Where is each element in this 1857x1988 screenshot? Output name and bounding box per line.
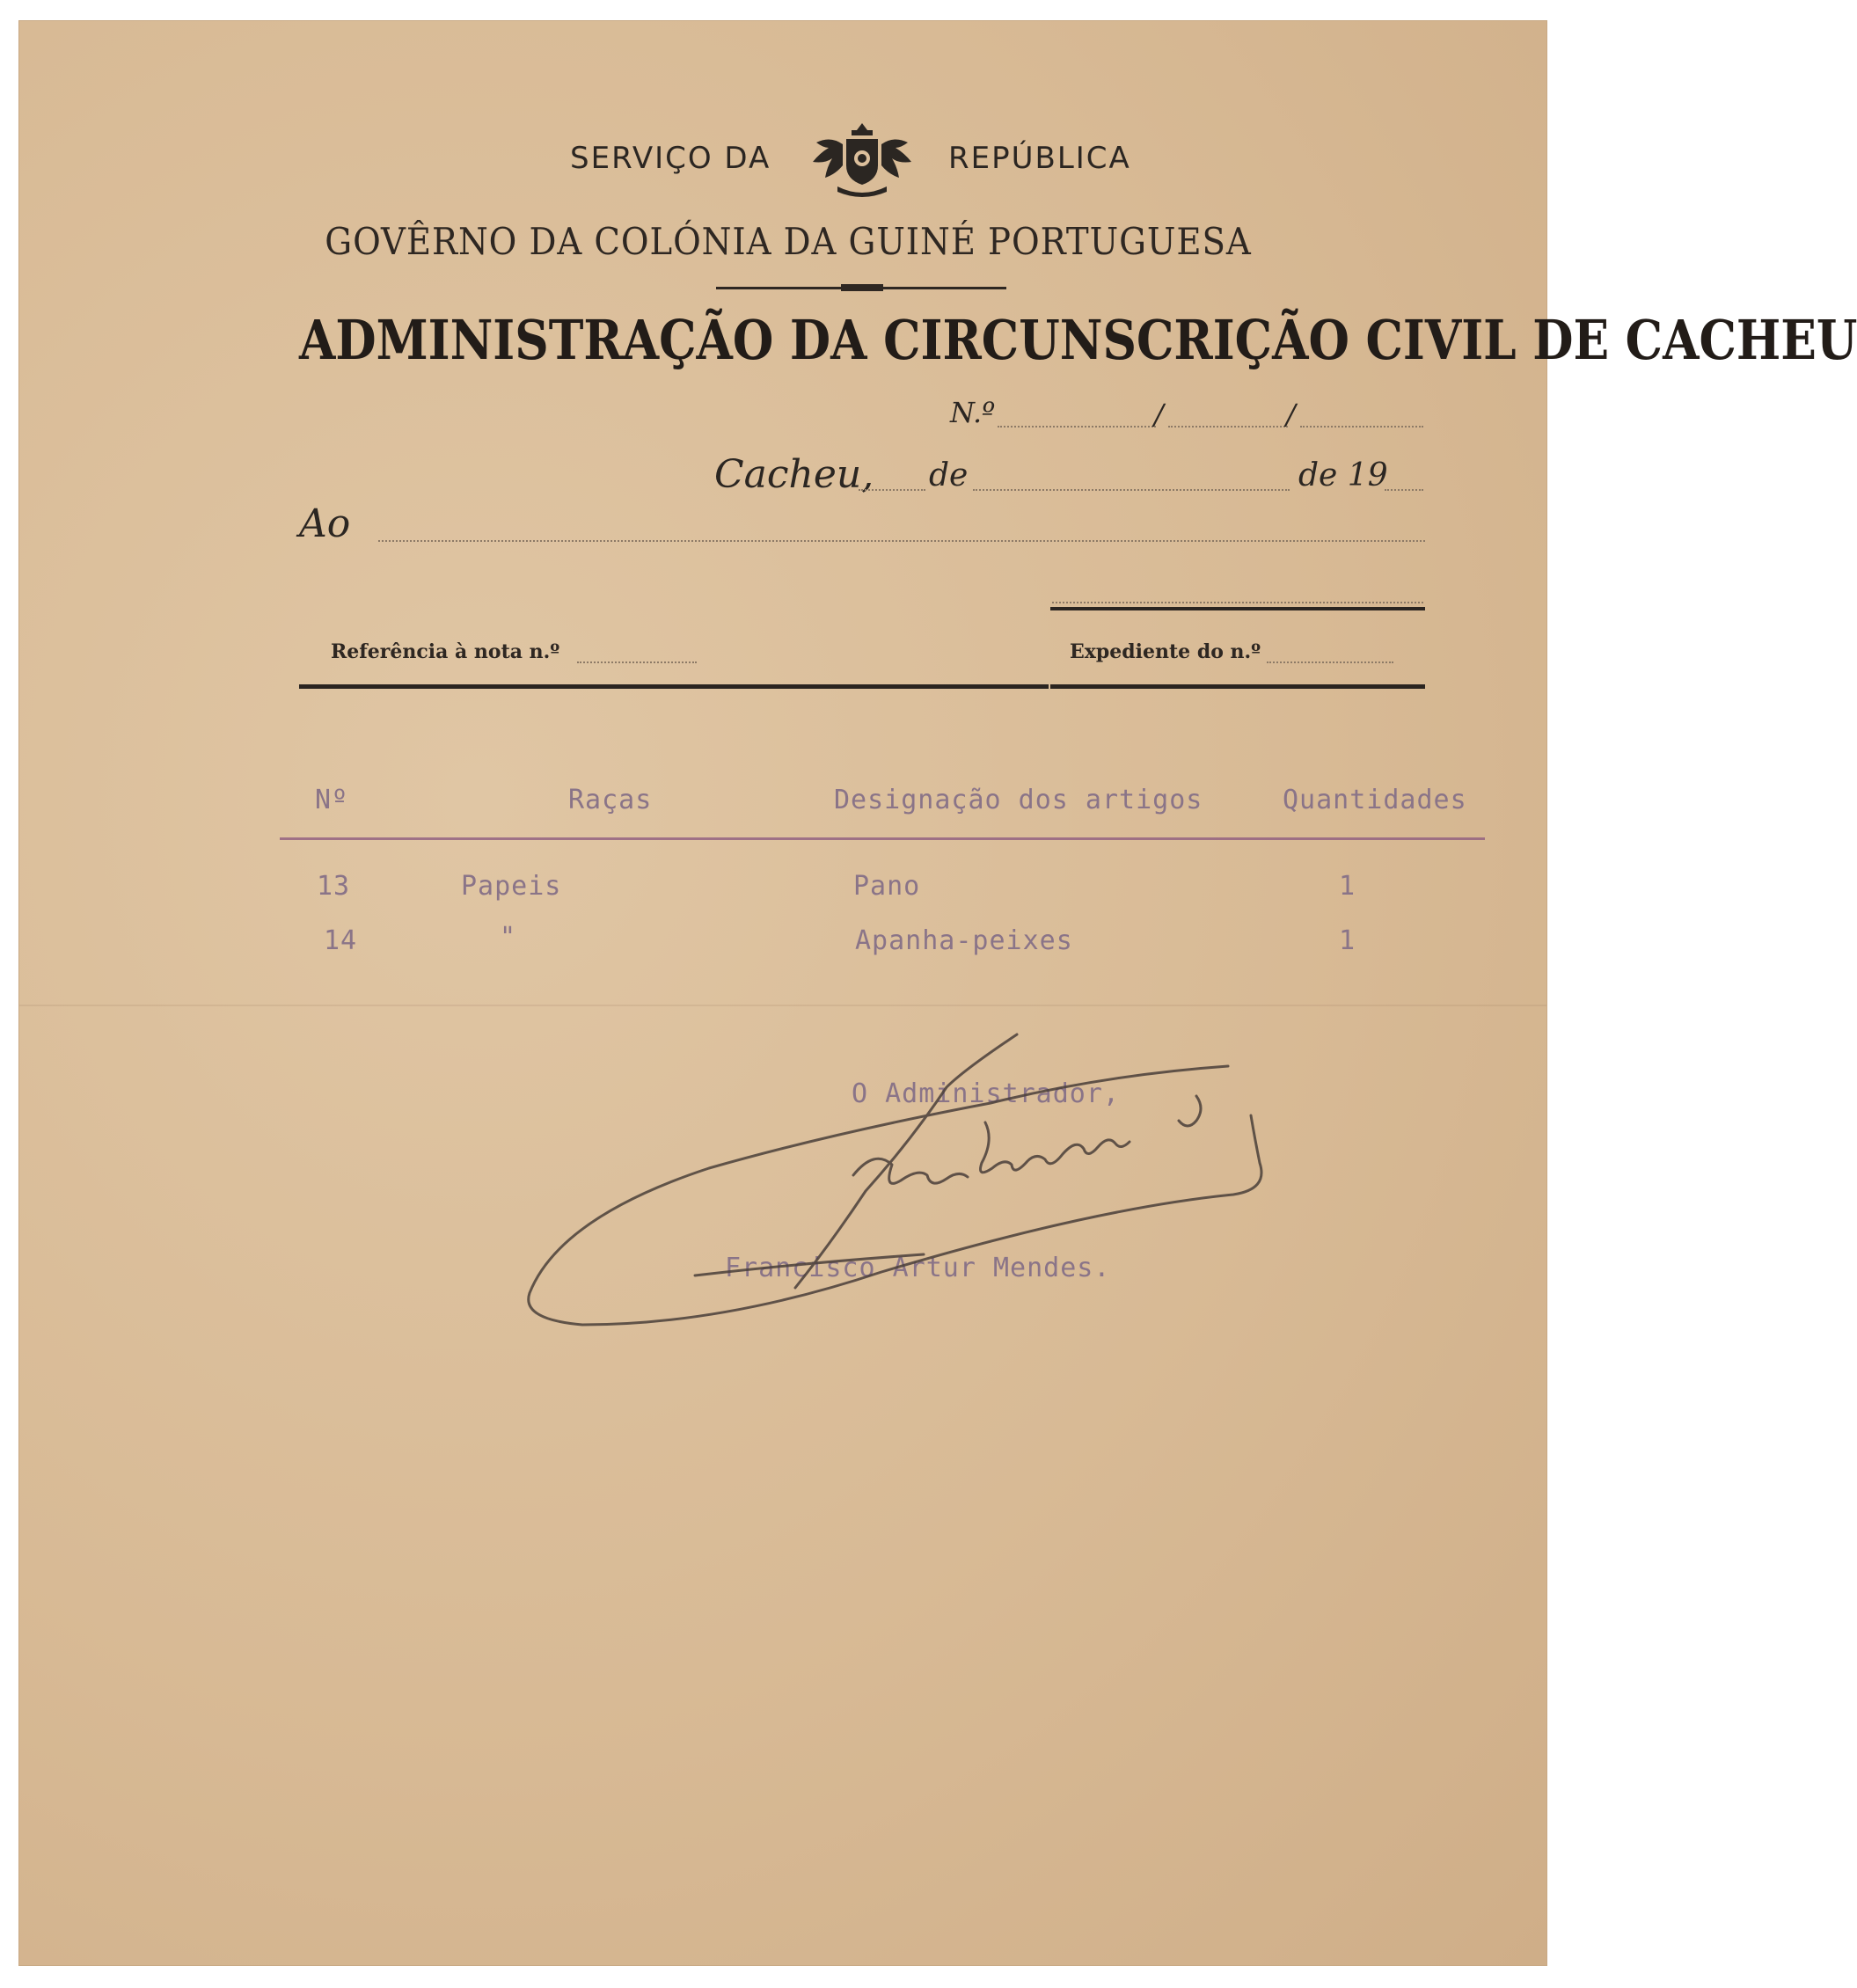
row-artigo: Apanha-peixes [855, 925, 1073, 956]
fold-crease [19, 1005, 1546, 1006]
header-quantidades: Quantidades [1283, 785, 1467, 815]
addressee-label: Ao [299, 501, 351, 546]
row-number: 14 [324, 925, 358, 956]
day-label: de [929, 457, 969, 493]
expedient-top-rule [1050, 607, 1425, 610]
government-title: GOVÊRNO DA COLÓNIA DA GUINÉ PORTUGUESA [325, 220, 1252, 263]
header-artigos: Designação dos artigos [834, 785, 1203, 815]
expedient-top-field [1052, 602, 1423, 603]
service-left-text: SERVIÇO DA [570, 141, 771, 176]
number-field-2 [1168, 426, 1288, 428]
row-raca: Papeis [461, 871, 562, 902]
row-artigo: Pano [853, 871, 921, 902]
number-field-1 [998, 426, 1156, 428]
header-divider-center [841, 284, 883, 291]
row-quantidade: 1 [1339, 871, 1356, 902]
expedient-label: Expediente do n.º [1070, 640, 1261, 663]
addressee-field [378, 540, 1425, 542]
expedient-field [1267, 661, 1393, 663]
reference-label: Referência à nota n.º [331, 640, 560, 663]
day-field [859, 489, 925, 491]
row-raca: " [500, 922, 517, 953]
header-number: Nº [315, 785, 349, 815]
administration-title: ADMINISTRAÇÃO DA CIRCUNSCRIÇÃO CIVIL DE CACHEU [299, 308, 1857, 372]
month-field [973, 489, 1290, 491]
service-right-text: REPÚBLICA [948, 141, 1131, 176]
number-field-3 [1300, 426, 1423, 428]
administrator-name: Francisco Artur Mendes. [725, 1253, 1111, 1283]
row-number: 13 [317, 871, 351, 902]
slash-2: / [1286, 398, 1296, 431]
coat-of-arms-icon [808, 118, 917, 199]
reference-field [577, 661, 697, 663]
row-quantidade: 1 [1339, 925, 1356, 956]
place-label: Cacheu, [714, 452, 874, 497]
slash-1: / [1154, 398, 1164, 431]
number-label: N.º [950, 396, 996, 429]
year-label: de 19 [1298, 457, 1388, 493]
reference-rule [299, 684, 1049, 689]
administrator-title: O Administrador, [852, 1078, 1120, 1109]
header-racas: Raças [568, 785, 653, 815]
year-field [1385, 489, 1423, 491]
handwritten-signature [519, 1034, 1276, 1325]
expedient-rule [1050, 684, 1425, 689]
table-header-rule [280, 837, 1485, 840]
